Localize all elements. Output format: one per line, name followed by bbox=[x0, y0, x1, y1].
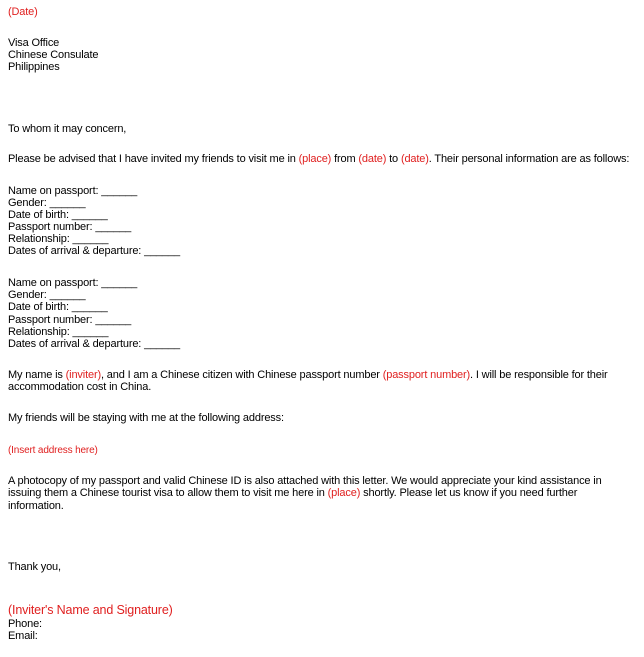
phone-label: Phone: bbox=[8, 618, 42, 630]
inviter-middle: , and I am a Chinese citizen with Chinese passport number bbox=[100, 369, 383, 381]
intro-suffix: . Their personal information are as follows: bbox=[428, 153, 630, 165]
friend2-dates-of-arrival-departure: Dates of arrival & departure: ______ bbox=[8, 338, 180, 350]
intro-from: from bbox=[331, 153, 359, 165]
intro-date-to: (date) bbox=[400, 153, 429, 165]
letter-date: (Date) bbox=[8, 6, 38, 18]
photocopy-suffix: shortly. Please let us know if you need further information. bbox=[8, 487, 578, 512]
inviter-prefix: My name is bbox=[8, 369, 66, 381]
friend1-passport-number: Passport number: ______ bbox=[8, 221, 132, 233]
friend1-relationship: Relationship: ______ bbox=[8, 233, 109, 245]
intro-date-from: (date) bbox=[358, 153, 387, 165]
friend1-dates-of-arrival-departure: Dates of arrival & departure: ______ bbox=[8, 245, 180, 257]
salutation: To whom it may concern, bbox=[8, 123, 127, 135]
intro-to: to bbox=[386, 153, 401, 165]
friend1-name-on-passport: Name on passport: ______ bbox=[8, 185, 138, 197]
friend2-name-on-passport: Name on passport: ______ bbox=[8, 277, 138, 289]
friend2-passport-number: Passport number: ______ bbox=[8, 314, 132, 326]
inviter-paragraph bbox=[8, 369, 630, 394]
signature: (Inviter's Name and Signature) bbox=[8, 603, 173, 617]
recipient-line-2: Chinese Consulate bbox=[8, 49, 99, 61]
intro-paragraph bbox=[8, 153, 629, 165]
inviter-passport-number: (passport number) bbox=[382, 369, 471, 381]
photocopy-prefix: A photocopy of my passport and valid Chinese ID is also attached with this letter. We would appreciate your kind assistance in issuing them a Chinese tourist visa to allow them to visit me here in bbox=[8, 475, 602, 500]
friend2-relationship: Relationship: ______ bbox=[8, 326, 109, 338]
inviter-suffix: . I will be responsible for their accommodation cost in China. bbox=[8, 369, 608, 394]
inviter-name: (inviter) bbox=[65, 369, 101, 381]
friend1-gender: Gender: ______ bbox=[8, 197, 86, 209]
recipient-line-1: Visa Office bbox=[8, 37, 60, 49]
address-intro: My friends will be staying with me at the following address: bbox=[8, 412, 284, 424]
photocopy-place: (place) bbox=[327, 487, 361, 500]
recipient-line-3: Philippines bbox=[8, 61, 60, 73]
closing: Thank you, bbox=[8, 561, 61, 573]
friend2-date-of-birth: Date of birth: ______ bbox=[8, 301, 108, 313]
intro-prefix: Please be advised that I have invited my friends to visit me in bbox=[8, 153, 299, 165]
address-placeholder: (Insert address here) bbox=[8, 445, 98, 456]
photocopy-paragraph bbox=[8, 475, 630, 512]
email-label: Email: bbox=[8, 630, 38, 642]
friend2-gender: Gender: ______ bbox=[8, 289, 86, 301]
friend1-date-of-birth: Date of birth: ______ bbox=[8, 209, 108, 221]
intro-place: (place) bbox=[298, 153, 332, 165]
